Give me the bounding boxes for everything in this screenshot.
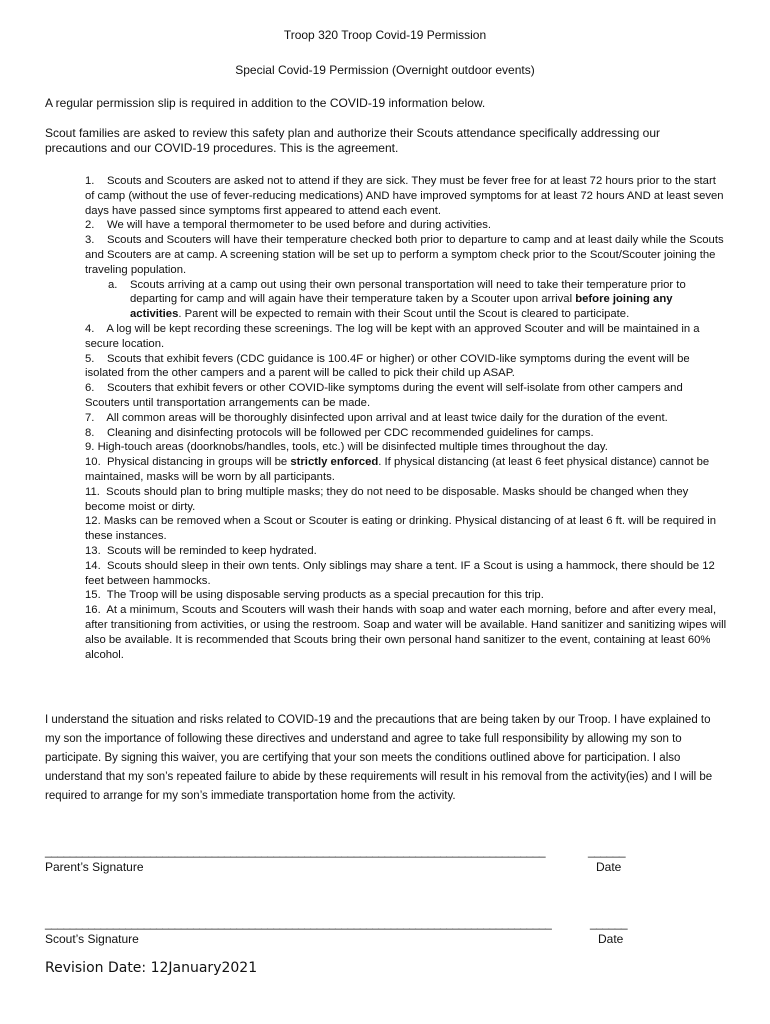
document-subtitle: Special Covid-19 Permission (Overnight outdoor events) <box>235 63 535 77</box>
item-text-bold: before joining any activities <box>130 293 673 321</box>
subitem-letter: a. <box>108 278 118 291</box>
item-number: 6. <box>85 382 95 395</box>
item-number: 15. <box>85 589 101 602</box>
parent-date-line[interactable]: ______ <box>588 844 626 858</box>
item-text: A log will be kept recording these screenings. The log will be kept with an approved Scouter and will be maintained in a secure location. <box>85 322 700 350</box>
list-item <box>85 381 727 411</box>
item-number: 13. <box>85 544 101 557</box>
list-item <box>85 559 727 589</box>
item-number: 10. <box>85 456 101 469</box>
scout-date-label: Date <box>598 932 624 946</box>
list-item <box>85 411 727 426</box>
item-text: All common areas will be thoroughly disinfected upon arrival and at least twice daily for the duration of the event. <box>106 411 668 424</box>
item-number: 1. <box>85 175 95 187</box>
parent-signature-label: Parent’s Signature <box>45 860 144 874</box>
list-item <box>85 485 727 515</box>
scout-signature-line[interactable]: __________________________________________________________________________________ <box>45 916 552 930</box>
item-text: At a minimum, Scouts and Scouters will wash their hands with soap and water each morning, before and after every meal, after transitioning from activities, or using the restroom. Soap and water will be available. Hand sanitizer and sanitizing wipes will also be available. It is recommended that Scouts bring their own personal hand sanitizer to the event, containing at least 60% alcohol. <box>85 604 727 661</box>
item-number: 14. <box>85 559 101 572</box>
item-text: Scouters that exhibit fevers or other COVID-like symptoms during the event will self-isolate from other campers and Scouters until transportation arrangements can be made. <box>85 382 683 409</box>
list-item <box>85 352 727 382</box>
revision-date: Revision Date: 12January2021 <box>45 960 258 976</box>
item-text: Masks can be removed when a Scout or Scouter is eating or drinking. Physical distancing of at least 6 ft. will be required in these instances. <box>85 515 717 543</box>
item-number: 11. <box>85 485 100 498</box>
intro-paragraph-1: A regular permission slip is required in addition to the COVID-19 information below. <box>45 96 486 110</box>
list-item <box>85 174 727 218</box>
item-number: 7. <box>85 411 95 424</box>
item-number: 9. <box>85 441 95 454</box>
item-text-bold: strictly enforced <box>290 456 379 469</box>
list-item <box>85 603 727 662</box>
item-text: Scouts and Scouters will have their temperature checked both prior to departure to camp and at least daily while the Scouts and Scouters are at camp. A screening station will be set up to perform a symptom check prior to the Scout/Scouter joining the traveling population. <box>85 234 724 276</box>
scout-signature-label: Scout’s Signature <box>45 932 139 946</box>
item-text: . Parent will be expected to remain with their Scout until the Scout is cleared to participate. <box>178 308 630 321</box>
list-item <box>85 514 727 544</box>
item-text: Scouts arriving at a camp out using their own personal transportation will need to take their temperature prior to departing for camp and will again have their temperature taken by a Scouter upon arrival <box>130 278 686 306</box>
item-text: We will have a temporal thermometer to be used before and during activities. <box>106 219 492 232</box>
item-text: Scouts and Scouters are asked not to attend if they are sick. They must be fever free for at least 72 hours prior to the start of camp (without the use of fever-reducing medications) AND have improved symptoms for at least 72 hours AND at least seven days have passed since symptoms first appeared to attend each event. <box>85 175 724 217</box>
list-item <box>85 233 727 277</box>
item-number: 12. <box>85 515 101 528</box>
list-item <box>85 455 727 485</box>
acknowledgement-paragraph: I understand the situation and risks related to COVID-19 and the precautions that are being taken by our Troop. I have explained to my son the importance of following these directives and understand and agree to take full responsibility by allowing my son to participate. By signing this waiver, you are certifying that your son meets the conditions outlined above for participation. I also understand that my son’s repeated failure to abide by these requirements will result in his removal from the activity(ies) and I will be required to arrange for my son’s immediate transportation home from the activity. <box>45 714 713 802</box>
item-text: Scouts will be reminded to keep hydrated. <box>107 544 317 557</box>
document-title: Troop 320 Troop Covid-19 Permission <box>283 28 487 42</box>
scout-date-line[interactable]: ______ <box>590 916 628 930</box>
item-number: 2. <box>85 219 95 232</box>
list-item <box>85 218 727 233</box>
item-text: Physical distancing in groups will be <box>107 456 291 469</box>
item-number: 4. <box>85 322 95 335</box>
parent-date-label: Date <box>596 860 622 874</box>
list-item <box>85 322 727 352</box>
item-text: Cleaning and disinfecting protocols will be followed per CDC recommended guidelines for camps. <box>106 426 594 439</box>
item-text: The Troop will be using disposable serving products as a special precaution for this trip. <box>106 589 544 602</box>
item-text: Scouts should plan to bring multiple masks; they do not need to be disposable. Masks should be changed when they become moist or dirty. <box>85 485 689 513</box>
list-subitem <box>108 278 727 322</box>
list-item <box>85 440 727 455</box>
safety-plan-list <box>85 174 727 662</box>
item-number: 5. <box>85 352 95 365</box>
item-number: 3. <box>85 234 95 247</box>
list-item <box>85 426 727 441</box>
list-item <box>85 588 727 603</box>
item-text: Scouts should sleep in their own tents. Only siblings may share a tent. IF a Scout is using a hammock, there should be 12 feet between hammocks. <box>85 559 715 587</box>
item-text: Scouts that exhibit fevers (CDC guidance is 100.4F or higher) or other COVID-like symptoms during the event will be isolated from the other campers and a parent will be called to pick their child up ASAP. <box>85 352 690 380</box>
item-text: High-touch areas (doorknobs/handles, tools, etc.) will be disinfected multiple times throughout the day. <box>97 441 608 454</box>
parent-signature-line[interactable]: _________________________________________________________________________________ <box>45 844 546 858</box>
intro-paragraph-2: Scout families are asked to review this safety plan and authorize their Scouts attendance specifically addressing our precautions and our COVID-19 procedures. This is the agreement. <box>45 126 660 155</box>
list-item <box>85 544 727 559</box>
item-number: 16. <box>85 604 101 617</box>
item-number: 8. <box>85 426 95 439</box>
item-text: . If physical distancing (at least 6 feet physical distance) cannot be maintained, masks will be worn by all participants. <box>85 456 710 483</box>
